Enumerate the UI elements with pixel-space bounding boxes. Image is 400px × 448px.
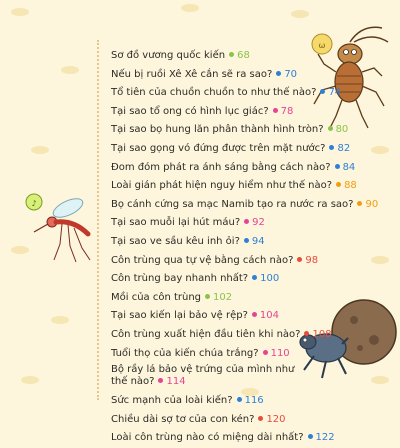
toc-entry-title: Côn trùng bay nhanh nhất?: [111, 273, 249, 285]
toc-entry[interactable]: [111, 196, 379, 215]
svg-text:♪: ♪: [31, 199, 37, 208]
toc-entry-title: Tại sao ve sầu kêu inh ỏi?: [111, 235, 240, 247]
toc-entry[interactable]: [111, 159, 356, 178]
toc-entry-title: Loài côn trùng nào có miệng dài nhất?: [111, 432, 304, 444]
toc-entry-title: Côn trùng qua tự vệ bằng cách nào?: [111, 254, 294, 266]
toc-entry[interactable]: [111, 363, 351, 392]
toc-entry-page: 102: [213, 291, 233, 303]
toc-entry-page: 108: [312, 328, 332, 340]
toc-entry-title: Nếu bị ruồi Xê Xê cắn sẽ ra sao?: [111, 68, 273, 80]
page-bullet-dot: [329, 145, 334, 150]
toc-entry-text: [111, 414, 286, 425]
toc-entry-text: [111, 180, 357, 191]
page-bullet-dot: [308, 434, 313, 439]
toc-entry-title: Tại sao gọng vó đứng được trên mặt nước?: [111, 142, 326, 154]
toc-entry-text: [111, 50, 250, 61]
toc-entry-page: 98: [305, 254, 319, 266]
page-bullet-dot: [205, 294, 210, 299]
toc-entry-title: Tại sao muỗi lại hút máu?: [111, 217, 241, 229]
toc-entry-text: [111, 143, 350, 154]
toc-entry[interactable]: [111, 47, 351, 66]
toc-entry-text: [111, 124, 348, 135]
toc-entry[interactable]: [111, 121, 351, 140]
toc-entry-page: 104: [259, 310, 279, 322]
toc-entry-page: 100: [260, 273, 280, 285]
toc-entry-title: Chiều dài sợ tơ của con kén?: [111, 413, 255, 425]
toc-entry-text: [111, 236, 265, 247]
page-bullet-dot: [252, 312, 257, 317]
toc-entry-text: [111, 162, 355, 173]
page-bullet-dot: [273, 108, 278, 113]
page-bullet-dot: [297, 257, 302, 262]
toc-entry[interactable]: [111, 270, 351, 289]
toc-entry-title: Tuổi thọ của kiến chúa trắng?: [111, 347, 259, 359]
page-bullet-dot: [263, 350, 268, 355]
mosquito-icon: [20, 188, 100, 268]
page-bullet-dot: [258, 416, 263, 421]
toc-entry-text: [111, 87, 341, 98]
toc-entry[interactable]: [111, 345, 351, 364]
page-bullet-dot: [320, 89, 325, 94]
toc-entry-text: [111, 255, 318, 266]
toc-entry-title: Loài gián phát hiện nguy hiểm như thế nào?: [111, 180, 333, 192]
page-bullet-dot: [335, 164, 340, 169]
page-bullet-dot: [158, 378, 163, 383]
page-bullet-dot: [276, 71, 281, 76]
toc-entry-text: [111, 199, 378, 210]
page-bullet-dot: [229, 52, 234, 57]
toc-entry-title: Tổ tiên của chuồn chuồn to như thế nào?: [111, 87, 317, 99]
toc-entry[interactable]: [111, 140, 351, 159]
toc-entry-title: Tại sao bọ hung lăn phân thành hình tròn?: [111, 124, 324, 136]
toc-entry-text: [111, 292, 232, 303]
toc-entry-title: Sức mạnh của loài kiến?: [111, 395, 233, 407]
toc-entry[interactable]: [111, 84, 351, 103]
toc-entry-page: 92: [252, 217, 265, 229]
toc-entry-text: [111, 106, 293, 117]
toc-entry-page: 94: [251, 235, 265, 247]
page-bullet-dot: [357, 201, 362, 206]
svg-text:ω: ω: [318, 41, 326, 50]
toc-entry-page: 78: [280, 105, 294, 117]
toc-entry-page: 88: [344, 180, 357, 192]
toc-entry[interactable]: [111, 103, 351, 122]
toc-entry-title: Đom đóm phát ra ánh sáng bằng cách nào?: [111, 161, 331, 173]
page-bullet-dot: [252, 275, 257, 280]
table-of-contents: [111, 47, 379, 448]
toc-entry-page: 122: [315, 432, 335, 444]
toc-entry-page: 82: [337, 142, 351, 154]
toc-entry-title: Bộ rầy lá bảo vệ trứng của mình như thế nào?: [111, 364, 295, 388]
toc-entry[interactable]: [111, 233, 351, 252]
toc-entry-page: 70: [284, 68, 298, 80]
toc-entry-text: [111, 217, 265, 228]
toc-entry-text: [111, 364, 311, 388]
toc-entry-text: [111, 69, 297, 80]
toc-entry-title: Sơ đồ vương quốc kiến: [111, 50, 226, 61]
toc-entry-title: Mồi của côn trùng: [111, 291, 202, 303]
toc-entry-page: 84: [342, 161, 356, 173]
toc-entry[interactable]: [111, 411, 351, 430]
toc-entry-page: 74: [328, 87, 342, 99]
toc-entry-page: 80: [335, 124, 349, 136]
toc-entry[interactable]: [111, 429, 351, 448]
toc-entry-text: [111, 395, 264, 406]
page-bullet-dot: [328, 126, 333, 131]
toc-entry-page: 68: [237, 50, 250, 61]
toc-entry-text: [111, 310, 279, 321]
toc-entry-title: Bọ cánh cứng sa mạc Namib tạo ra nước ra sao?: [111, 198, 354, 210]
toc-entry-title: Tại sao tổ ong có hình lục giác?: [111, 105, 269, 117]
toc-entry-text: [111, 348, 290, 359]
toc-entry[interactable]: [111, 214, 351, 233]
toc-entry-text: [111, 273, 279, 284]
toc-entry-title: Tại sao kiến lại bảo vệ rệp?: [111, 310, 248, 322]
toc-entry-page: 90: [365, 198, 379, 210]
page-bullet-dot: [336, 182, 341, 187]
toc-entry[interactable]: [111, 252, 351, 271]
toc-entry-text: [111, 329, 332, 340]
toc-entry[interactable]: [111, 289, 351, 308]
toc-entry-page: 120: [266, 413, 286, 425]
toc-entry[interactable]: [111, 177, 357, 196]
toc-entry[interactable]: [111, 307, 351, 326]
toc-entry-text: [111, 432, 335, 443]
toc-entry[interactable]: [111, 326, 351, 345]
page-bullet-dot: [244, 219, 249, 224]
toc-entry-page: 114: [166, 376, 186, 388]
page-bullet-dot: [304, 331, 309, 336]
page-bullet-dot: [244, 238, 249, 243]
toc-entry-page: 110: [270, 347, 290, 359]
toc-entry[interactable]: [111, 392, 351, 411]
toc-entry-title: Côn trùng xuất hiện đầu tiên khi nào?: [111, 328, 301, 340]
toc-entry[interactable]: [111, 66, 351, 85]
toc-entry-page: 116: [244, 395, 264, 407]
